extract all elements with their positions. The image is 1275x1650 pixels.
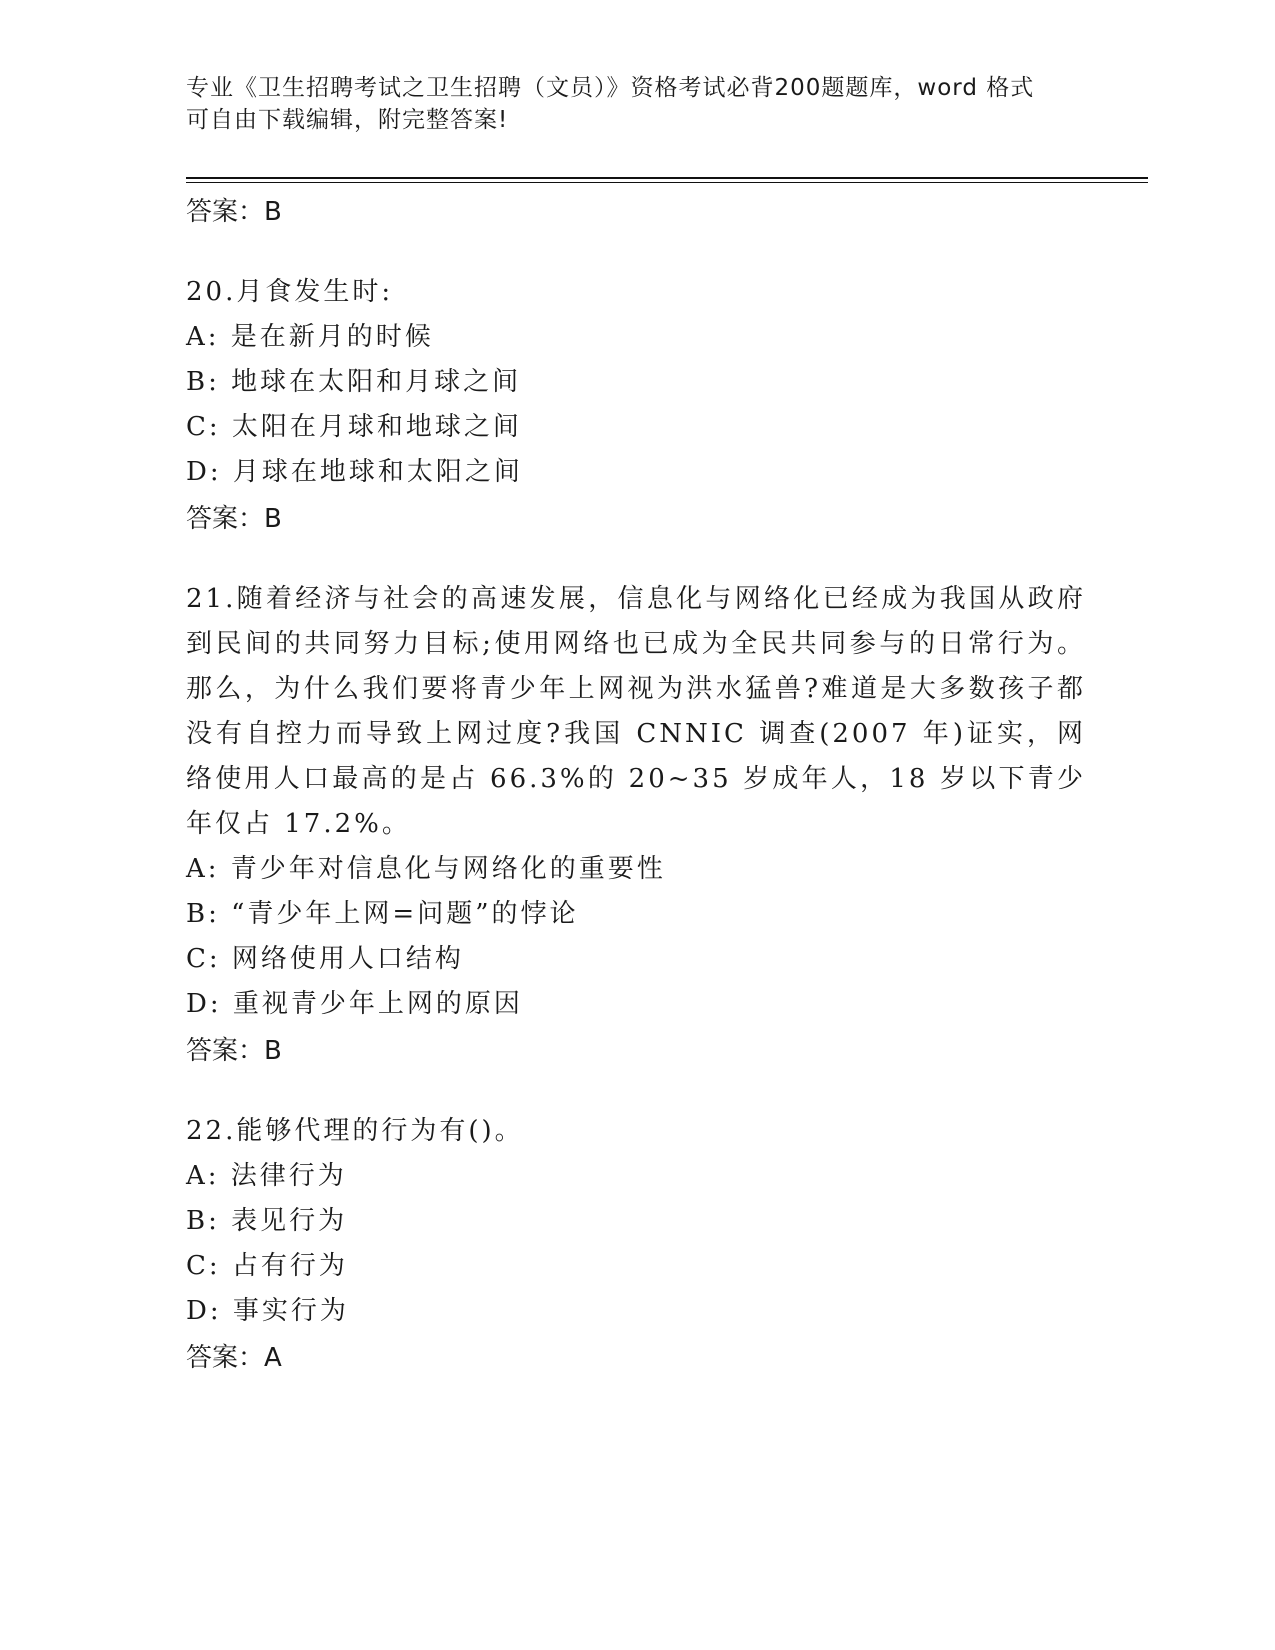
header-line-2: 可自由下载编辑，附完整答案! xyxy=(186,107,509,133)
option-d: D: 事实行为 xyxy=(186,1296,349,1326)
question-20 xyxy=(186,270,1086,540)
answer-line: 答案：A xyxy=(186,1343,282,1373)
question-stem: 22.能够代理的行为有()。 xyxy=(186,1116,524,1146)
option-b: B: 地球在太阳和月球之间 xyxy=(186,367,522,397)
question-22 xyxy=(186,1109,1086,1379)
option-d: D: 月球在地球和太阳之间 xyxy=(186,457,523,487)
document-header xyxy=(186,72,1086,136)
answer-line: 答案：B xyxy=(186,504,282,534)
question-21 xyxy=(186,577,1086,1072)
option-a: A: 青少年对信息化与网络化的重要性 xyxy=(186,854,666,884)
answer-line: 答案：B xyxy=(186,1036,282,1066)
question-stem: 21.随着经济与社会的高速发展，信息化与网络化已经成为我国从政府到民间的共同努力目标;使用网络也已成为全民共同参与的日常行为。那么，为什么我们要将青少年上网视为洪水猛兽?难道是大多数孩子都没有自控力而导致上网过度?我国 CNNIC 调查(2007 年)证实，网络使用人口最高的是占 66.3%的 20~35 岁成年人，18 岁以下青少年仅占 17.2%。 xyxy=(186,584,1086,839)
option-c: C: 太阳在月球和地球之间 xyxy=(186,412,522,442)
option-c: C: 占有行为 xyxy=(186,1251,348,1281)
option-a: A: 是在新月的时候 xyxy=(186,322,434,352)
option-d: D: 重视青少年上网的原因 xyxy=(186,989,523,1019)
option-a: A: 法律行为 xyxy=(186,1161,347,1191)
header-line-1: 专业《卫生招聘考试之卫生招聘（文员）》资格考试必背200题题库，word 格式 xyxy=(186,75,1035,101)
option-b: B: 表见行为 xyxy=(186,1206,348,1236)
question-stem: 20.月食发生时: xyxy=(186,277,394,307)
question-list xyxy=(186,188,1086,1379)
option-b: B: “青少年上网=问题”的悖论 xyxy=(186,899,579,929)
header-rule-thin xyxy=(186,182,1148,183)
answer-line: 答案：B xyxy=(186,197,282,227)
option-c: C: 网络使用人口结构 xyxy=(186,944,464,974)
header-rule-thick xyxy=(186,177,1148,179)
